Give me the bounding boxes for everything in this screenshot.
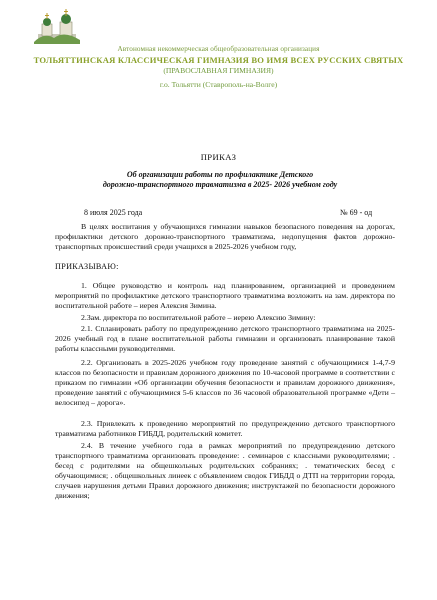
org-city: г.о. Тольятти (Ставрополь-на-Волге) — [159, 80, 278, 89]
paragraph-1: 1. Общее руководство и контроль над планированием, организацией и проведением мероприятий по профилактике детского транспортного травматизма возложить на зам. директора по воспитательной работе – иерея Алексия Зимина. — [55, 281, 395, 311]
order-heading: ПРИКАЗЫВАЮ: — [55, 262, 119, 271]
paragraph-2-2: 2.2. Организовать в 2025-2026 учебном году проведение занятий с обучающимися 1-4,7-9 классов по безопасности и правилам дорожного движения по 10-часовой программе в соответствии с приказом по гимназии «Об организации обучения безопасности и правилам дорожного движения», проведение занятий с обучающимися 5-6 классов по 36 часовой образовательной программе «Дети – велосипед – дорога». — [55, 358, 395, 408]
org-subtitle: (ПРАВОСЛАВНАЯ ГИМНАЗИЯ) — [163, 66, 274, 75]
intro-paragraph: В целях воспитания у обучающихся гимназии навыков безопасного поведения на дорогах, профилактики детского дорожно-транспортного травматизма, недопущения фактов дорожно-транспортных происшествий среди учащихся в 2025-2026 учебном году, — [55, 222, 395, 252]
subject-line-2: дорожно-транспортного травматизма в 2025- 2026 учебном году — [102, 180, 338, 189]
document-date: 8 июля 2025 года — [84, 208, 143, 217]
org-type: Автономная некоммерческая общеобразовательная организация — [117, 45, 320, 53]
paragraph-2-3: 2.3. Привлекать к проведению мероприятий по предупреждению детского транспортного травматизма работников ГИБДД, родительский комитет. — [55, 419, 395, 439]
letterhead — [0, 0, 437, 96]
document-title: ПРИКАЗ — [200, 152, 237, 162]
org-name: ТОЛЬЯТТИНСКАЯ КЛАССИЧЕСКАЯ ГИМНАЗИЯ ВО ИМЯ ВСЕХ РУССКИХ СВЯТЫХ — [33, 55, 404, 65]
paragraph-2-1: 2.1. Спланировать работу по предупреждению детского транспортного травматизма на 2025-2026 учебный год в плане воспитательной работы гимназии и организовать планирование такой работы классными руководителями. — [55, 324, 395, 354]
document-number: № 69 - од — [340, 208, 373, 217]
subject-line-1: Об организации работы по профилактике Детского — [126, 170, 314, 179]
document-subject — [70, 170, 370, 190]
church-logo-icon — [34, 4, 80, 44]
paragraph-2: 2.Зам. директора по воспитательной работе – иерею Алексию Зимину: — [81, 313, 316, 322]
paragraph-2-4: 2.4. В течение учебного года в рамках мероприятий по предупреждению детского транспортного травматизма организовать проведение: . семинаров с классными руководителями; . бесед с родителями на общешкольных родительских собраниях; . тематических бесед с обучающимися; . общешкольных линеек с объявлением сводок ГИБДД о ДТП на территории города, случаев нарушения детьми Правил дорожного движения; инструктажей по безопасности дорожного движения; — [55, 441, 395, 501]
